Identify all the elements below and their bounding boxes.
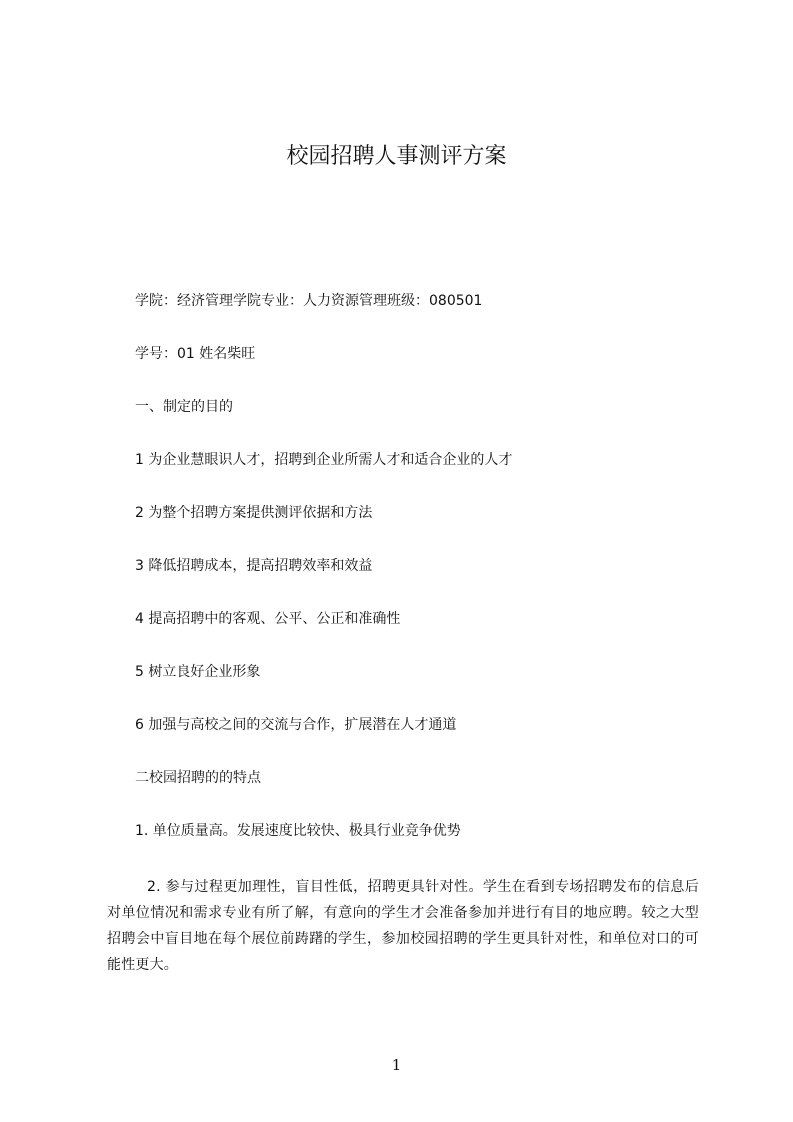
- meta-line-student: 学号：01 姓名柴旺: [135, 346, 256, 362]
- list-item: 5 树立良好企业形象: [135, 664, 261, 680]
- document-title: 校园招聘人事测评方案: [286, 144, 507, 169]
- list-item: 1. 单位质量高。发展速度比较快、极具行业竞争优势: [135, 823, 461, 839]
- list-item: 4 提高招聘中的客观、公平、公正和准确性: [135, 611, 401, 627]
- list-item: 3 降低招聘成本，提高招聘效率和效益: [135, 558, 373, 574]
- list-item: 2 为整个招聘方案提供测评依据和方法: [135, 505, 373, 521]
- section-heading-features: 二校园招聘的的特点: [135, 770, 261, 786]
- section-heading-purpose: 一、制定的目的: [135, 399, 233, 415]
- list-item: 1 为企业慧眼识人才，招聘到企业所需人才和适合企业的人才: [135, 452, 513, 468]
- page-number: 1: [391, 1056, 402, 1074]
- list-item: 6 加强与高校之间的交流与合作，扩展潜在人才通道: [135, 717, 457, 733]
- paragraph: 2. 参与过程更加理性，盲目性低，招聘更具针对性。学生在看到专场招聘发布的信息后对单位情况和需求专业有所了解，有意向的学生才会准备参加并进行有目的地应聘。较之大型招聘会中盲目地在每个展位前踌躇的学生，参加校园招聘的学生更具针对性，和单位对口的可能性更大。: [107, 879, 699, 973]
- meta-line-school: 学院：经济管理学院专业：人力资源管理班级：080501: [135, 293, 483, 309]
